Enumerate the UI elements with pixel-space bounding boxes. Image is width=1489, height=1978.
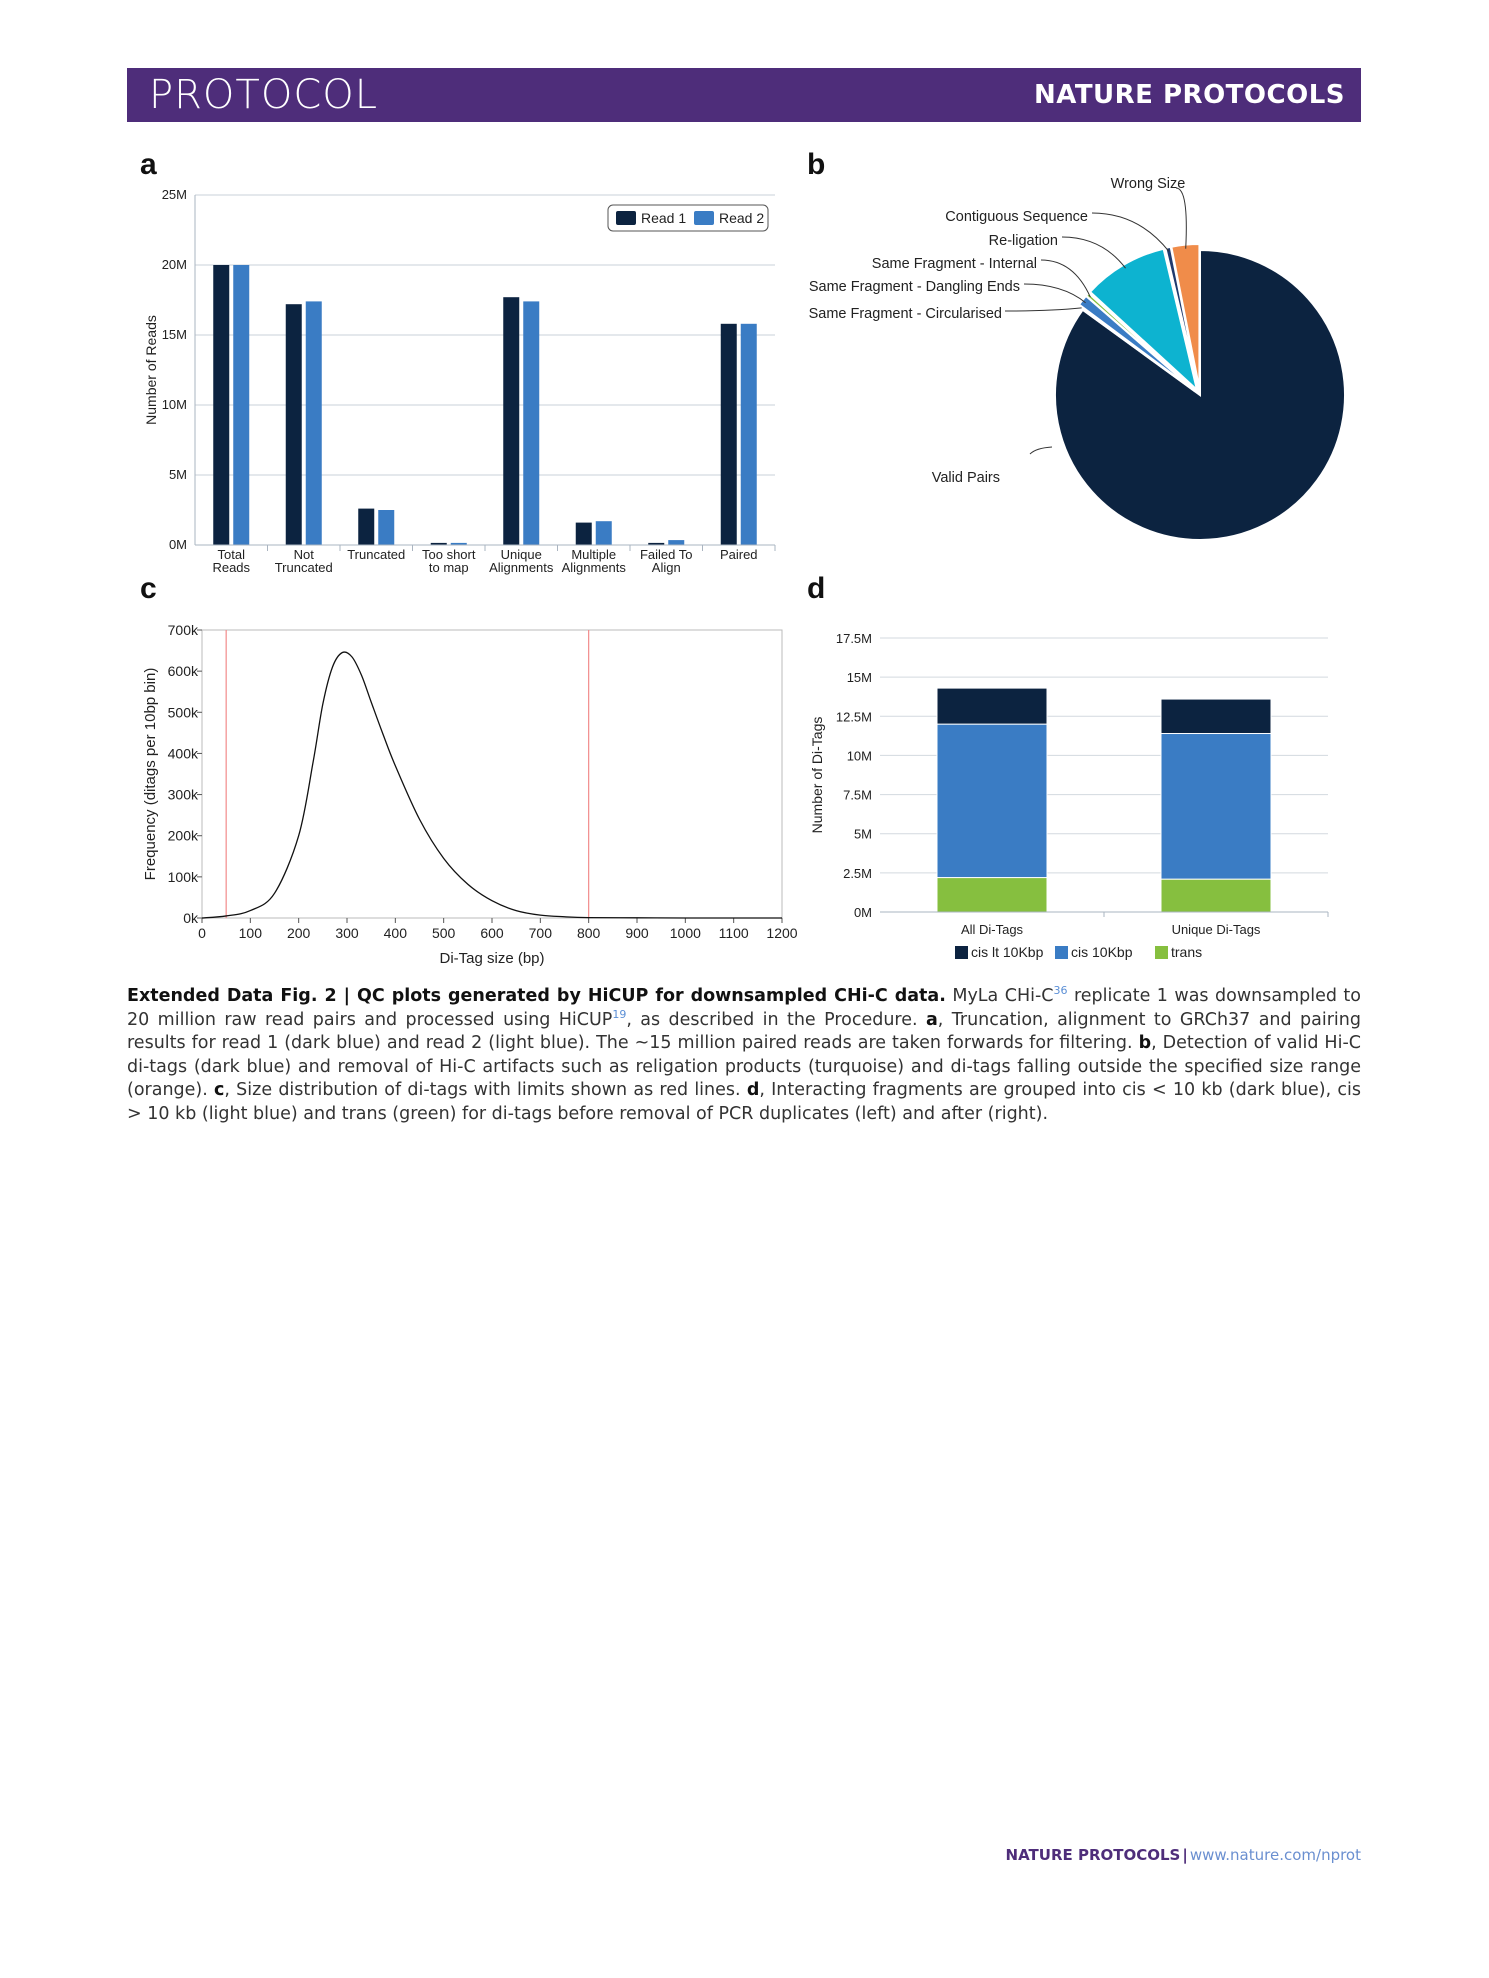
figure-caption	[127, 985, 1361, 1126]
pie-label: Same Fragment - Circularised	[808, 306, 1002, 322]
y-tick-label: 15M	[846, 670, 872, 686]
chart-c-size-distribution	[130, 610, 798, 980]
x-tick-label: to map	[428, 560, 469, 575]
x-tick-label: All Di-Tags	[960, 922, 1024, 937]
x-tick-label: 700	[528, 925, 553, 941]
bar-read-2	[233, 265, 249, 545]
y-axis-title: Number of Reads	[143, 315, 159, 425]
legend-swatch	[1055, 946, 1068, 959]
x-tick-label: 500	[431, 925, 456, 941]
legend-swatch	[1155, 946, 1168, 959]
x-axis-title: Di-Tag size (bp)	[439, 950, 545, 967]
x-tick-label: Truncated	[274, 560, 333, 575]
x-tick-label: Unique Di-Tags	[1171, 922, 1261, 937]
y-tick-label: 7.5M	[843, 787, 872, 803]
bar-read-2	[378, 510, 394, 545]
y-tick-label: 100k	[167, 868, 198, 885]
x-tick-label: Align	[651, 560, 681, 575]
leader-line	[1024, 284, 1086, 303]
pie-label: Contiguous Sequence	[945, 209, 1088, 225]
panel-d-letter: d	[807, 572, 826, 605]
y-tick-label: 0k	[183, 910, 198, 926]
x-tick-label: Multiple	[571, 547, 617, 562]
x-tick-label: 100	[238, 925, 263, 941]
x-tick-label: Alignments	[561, 560, 626, 575]
x-tick-label: Too short	[422, 547, 476, 562]
pie-label: Wrong Size	[1110, 176, 1186, 192]
footer-url[interactable]: www.nature.com/nprot	[1189, 1846, 1361, 1864]
y-tick-label: 300k	[167, 786, 198, 803]
bar-read-1	[286, 304, 302, 545]
legend-swatch	[694, 211, 714, 225]
x-tick-label: Truncated	[347, 547, 406, 562]
y-tick-label: 0M	[168, 537, 187, 552]
x-tick-label: 200	[286, 925, 311, 941]
x-tick-label: 600	[480, 925, 504, 941]
bar-read-1	[503, 297, 519, 545]
x-tick-label: Alignments	[489, 560, 554, 575]
panel-b-letter: b	[807, 148, 826, 181]
x-tick-label: 900	[625, 925, 649, 941]
y-tick-label: 17.5M	[835, 631, 872, 646]
y-axis-title: Number of Di-Tags	[809, 716, 825, 834]
y-tick-label: 25M	[161, 187, 187, 202]
caption-title: Extended Data Fig. 2 | QC plots generated by HiCUP for downsampled CHi-C data.	[127, 986, 946, 1006]
y-tick-label: 5M	[853, 826, 872, 842]
page-footer	[1000, 1846, 1361, 1864]
leader-line	[1092, 213, 1169, 251]
caption-text: , as described in the Procedure.	[626, 1009, 926, 1030]
caption-text: , Size distribution of di-tags with limits shown as red lines.	[224, 1080, 747, 1100]
y-tick-label: 600k	[167, 663, 198, 680]
leader-line	[1062, 237, 1126, 268]
bar-read-2	[668, 540, 684, 545]
ref-19[interactable]: 19	[612, 1007, 627, 1021]
legend-swatch	[955, 946, 968, 959]
leader-line	[1030, 447, 1052, 454]
y-axis-title: Frequency (ditags per 10bp bin)	[142, 667, 159, 881]
legend-label: Read 2	[719, 210, 765, 226]
panel-a-letter: a	[140, 148, 157, 181]
x-tick-label: 1200	[766, 925, 798, 941]
x-tick-label: Failed To	[639, 547, 693, 562]
footer-separator: |	[1182, 1846, 1188, 1864]
y-tick-label: 20M	[161, 257, 187, 272]
x-tick-label: Total	[217, 547, 245, 562]
stack-cis-10kbp	[937, 724, 1047, 877]
x-tick-label: 300	[335, 925, 359, 941]
x-tick-label: 0	[198, 925, 206, 941]
stack-cis-lt-10kbp	[1161, 699, 1271, 733]
x-tick-label: 1100	[718, 925, 749, 941]
x-tick-label: Reads	[212, 560, 251, 575]
y-tick-label: 700k	[167, 622, 198, 638]
stack-trans	[1161, 879, 1271, 912]
chart-d-ditag-stacked	[800, 620, 1360, 975]
y-tick-label: 5M	[168, 467, 187, 482]
caption-text: , Interacting fragments are grouped into cis < 10 kb (dark blue), cis > 10 kb (light blue) and trans (green) for di-tags before removal of PCR duplicates (left) and after (right).	[127, 1080, 1362, 1124]
plot-frame	[202, 630, 782, 918]
caption-text: MyLa CHi-C	[952, 986, 1054, 1006]
legend-label: trans	[1171, 944, 1203, 960]
y-tick-label: 200k	[167, 827, 198, 844]
caption-panel-a: a	[925, 1009, 938, 1030]
y-tick-label: 15M	[161, 327, 187, 342]
pie-label: Re-ligation	[988, 233, 1058, 249]
section-label: PROTOCOL	[149, 72, 379, 118]
legend-label: Read 1	[641, 210, 687, 226]
leader-line	[1005, 308, 1082, 311]
caption-text: , Truncation, alignment to GRCh37 and pairing results for read 1 (dark blue) and read 2 (light blue). The ~15 million paired reads are taken forwards for filtering.	[127, 1009, 1361, 1053]
bar-read-2	[523, 301, 539, 545]
x-tick-label: Unique	[500, 547, 542, 562]
y-tick-label: 2.5M	[843, 865, 872, 881]
bar-read-2	[596, 521, 612, 545]
bar-read-1	[576, 523, 592, 545]
caption-text: , Detection of valid Hi-C di-tags (dark blue) and removal of Hi-C artifacts such as religation products (turquoise) and di-tags falling outside the specified size range (orange).	[127, 1033, 1361, 1100]
caption-panel-b: b	[1138, 1033, 1152, 1053]
y-tick-label: 400k	[167, 745, 198, 762]
frequency-line	[202, 652, 782, 918]
chart-a-read-qc	[130, 185, 790, 580]
journal-header-bar	[127, 68, 1361, 122]
bar-read-1	[358, 509, 374, 545]
bar-read-2	[741, 324, 757, 545]
legend-swatch	[616, 211, 636, 225]
bar-read-2	[306, 301, 322, 545]
y-tick-label: 500k	[167, 704, 198, 721]
y-tick-label: 10M	[846, 748, 872, 764]
x-tick-label: 800	[576, 925, 601, 941]
y-tick-label: 12.5M	[835, 709, 872, 725]
caption-panel-d: d	[746, 1080, 760, 1100]
x-tick-label: Not	[293, 547, 314, 562]
pie-label: Valid Pairs	[931, 470, 1000, 486]
stack-trans	[937, 878, 1047, 912]
stack-cis-lt-10kbp	[937, 688, 1047, 724]
legend-label: cis 10Kbp	[1071, 944, 1133, 960]
pie-label: Same Fragment - Dangling Ends	[808, 279, 1020, 295]
caption-text: replicate 1 was downsampled to 20 million raw read pairs and processed using HiCUP	[127, 986, 1361, 1030]
bar-read-1	[721, 324, 737, 545]
x-tick-label: 1000	[669, 925, 701, 941]
y-tick-label: 0M	[853, 905, 872, 920]
pie-label: Same Fragment - Internal	[871, 256, 1037, 272]
panel-c-letter: c	[140, 572, 157, 605]
leader-line	[1176, 188, 1186, 249]
x-tick-label: 400	[383, 925, 408, 941]
bar-read-1	[213, 265, 229, 545]
x-tick-label: Paired	[719, 547, 758, 562]
legend-label: cis lt 10Kbp	[971, 944, 1044, 960]
chart-b-ditag-pie	[780, 170, 1360, 550]
footer-journal: NATURE PROTOCOLS	[1005, 1846, 1181, 1864]
ref-36[interactable]: 36	[1053, 984, 1068, 998]
caption-panel-c: c	[214, 1080, 225, 1100]
y-tick-label: 10M	[161, 397, 187, 412]
stack-cis-10kbp	[1161, 734, 1271, 880]
journal-name: NATURE PROTOCOLS	[1033, 80, 1345, 110]
